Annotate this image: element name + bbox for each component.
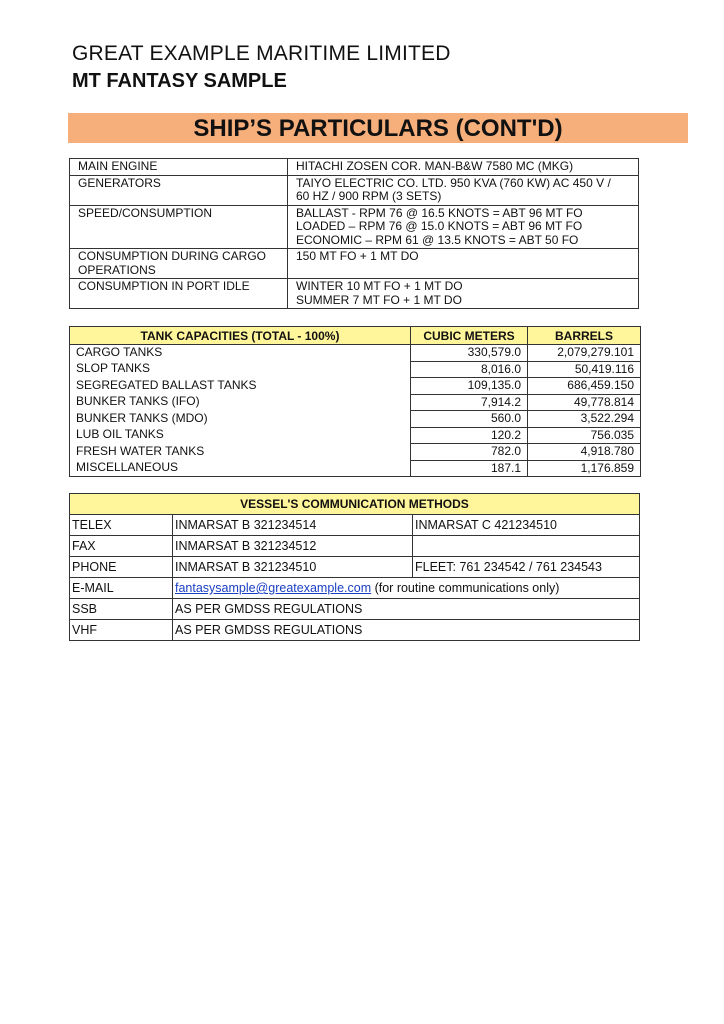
comm-full: AS PER GMDSS REGULATIONS <box>173 599 640 620</box>
tank-cubic: 7,914.2 <box>411 394 528 411</box>
table-row <box>70 279 639 309</box>
table-row <box>70 249 639 279</box>
table-row <box>70 536 640 557</box>
value-line: SUMMER 7 MT FO + 1 MT DO <box>296 292 462 307</box>
tank-barrels: 49,778.814 <box>528 394 641 411</box>
table-row <box>70 444 641 461</box>
comm-secondary: INMARSAT C 421234510 <box>413 515 640 536</box>
table-row <box>70 394 641 411</box>
table-row <box>70 378 641 395</box>
communication-title: VESSEL'S COMMUNICATION METHODS <box>70 494 640 515</box>
column-header-barrels: BARRELS <box>528 327 641 345</box>
comm-method: E-MAIL <box>70 578 173 599</box>
value-line: TAIYO ELECTRIC CO. LTD. 950 KVA (760 KW) AC 450 V / <box>296 175 611 190</box>
table-row <box>70 411 641 428</box>
comm-method: PHONE <box>70 557 173 578</box>
value-line: BALLAST - RPM 76 @ 16.5 KNOTS = ABT 96 MT FO <box>296 205 583 220</box>
particular-label: CONSUMPTION IN PORT IDLE <box>70 279 288 309</box>
comm-full: AS PER GMDSS REGULATIONS <box>173 620 640 641</box>
particular-label: SPEED/CONSUMPTION <box>70 205 288 249</box>
comm-method: TELEX <box>70 515 173 536</box>
comm-secondary <box>413 536 640 557</box>
table-header-row <box>70 494 640 515</box>
table-row <box>70 515 640 536</box>
comm-secondary: FLEET: 761 234542 / 761 234543 <box>413 557 640 578</box>
particular-value <box>288 159 639 176</box>
particular-value <box>288 205 639 249</box>
value-line: WINTER 10 MT FO + 1 MT DO <box>296 279 463 293</box>
table-row <box>70 620 640 641</box>
value-line: ECONOMIC – RPM 61 @ 13.5 KNOTS = ABT 50 FO <box>296 232 579 247</box>
email-link[interactable]: fantasysample@greatexample.com <box>175 581 372 595</box>
comm-primary: INMARSAT B 321234512 <box>173 536 413 557</box>
tank-name: SLOP TANKS <box>70 361 411 378</box>
table-row <box>70 205 639 249</box>
tank-barrels: 756.035 <box>528 427 641 444</box>
column-header-cubic-meters: CUBIC METERS <box>411 327 528 345</box>
table-row <box>70 578 640 599</box>
tank-name: CARGO TANKS <box>70 345 411 362</box>
particular-value <box>288 279 639 309</box>
table-row <box>70 175 639 205</box>
value-line: 60 HZ / 900 RPM (3 SETS) <box>296 189 442 203</box>
table-row <box>70 460 641 477</box>
tank-cubic: 782.0 <box>411 444 528 461</box>
tank-barrels: 1,176.859 <box>528 460 641 477</box>
tank-cubic: 8,016.0 <box>411 361 528 378</box>
particular-value <box>288 249 639 279</box>
particular-label: CONSUMPTION DURING CARGO OPERATIONS <box>70 249 288 279</box>
tank-cubic: 330,579.0 <box>411 345 528 362</box>
communication-table <box>69 493 640 641</box>
tank-cubic: 560.0 <box>411 411 528 428</box>
tank-name: BUNKER TANKS (IFO) <box>70 394 411 411</box>
tank-name: SEGREGATED BALLAST TANKS <box>70 378 411 395</box>
tank-name: FRESH WATER TANKS <box>70 444 411 461</box>
comm-email-cell <box>173 578 640 599</box>
email-note: (for routine communications only) <box>371 581 560 595</box>
particulars-table <box>69 158 639 309</box>
table-row <box>70 159 639 176</box>
comm-method: SSB <box>70 599 173 620</box>
value-line: LOADED – RPM 76 @ 15.0 KNOTS = ABT 96 MT FO <box>296 219 583 233</box>
vessel-name: MT FANTASY SAMPLE <box>72 70 287 92</box>
table-row <box>70 361 641 378</box>
tank-barrels: 50,419.116 <box>528 361 641 378</box>
tank-barrels: 3,522.294 <box>528 411 641 428</box>
comm-method: FAX <box>70 536 173 557</box>
value-line: HITACHI ZOSEN COR. MAN-B&W 7580 MC (MKG) <box>296 159 574 173</box>
table-row <box>70 557 640 578</box>
column-header-tank: TANK CAPACITIES (TOTAL - 100%) <box>70 327 411 345</box>
particular-label: MAIN ENGINE <box>70 159 288 176</box>
table-header-row <box>70 327 641 345</box>
company-name: GREAT EXAMPLE MARITIME LIMITED <box>72 42 451 65</box>
tank-name: BUNKER TANKS (MDO) <box>70 411 411 428</box>
tank-cubic: 187.1 <box>411 460 528 477</box>
tank-capacities-table <box>69 326 641 477</box>
comm-primary: INMARSAT B 321234514 <box>173 515 413 536</box>
tank-cubic: 109,135.0 <box>411 378 528 395</box>
tank-barrels: 4,918.780 <box>528 444 641 461</box>
tank-name: MISCELLANEOUS <box>70 460 411 477</box>
table-row <box>70 427 641 444</box>
comm-primary: INMARSAT B 321234510 <box>173 557 413 578</box>
value-line: 150 MT FO + 1 MT DO <box>296 249 419 263</box>
particular-value <box>288 175 639 205</box>
section-banner: SHIP’S PARTICULARS (CONT'D) <box>68 113 688 143</box>
tank-cubic: 120.2 <box>411 427 528 444</box>
particular-label: GENERATORS <box>70 175 288 205</box>
table-row <box>70 345 641 362</box>
tank-barrels: 686,459.150 <box>528 378 641 395</box>
table-row <box>70 599 640 620</box>
tank-name: LUB OIL TANKS <box>70 427 411 444</box>
tank-barrels: 2,079,279.101 <box>528 345 641 362</box>
comm-method: VHF <box>70 620 173 641</box>
